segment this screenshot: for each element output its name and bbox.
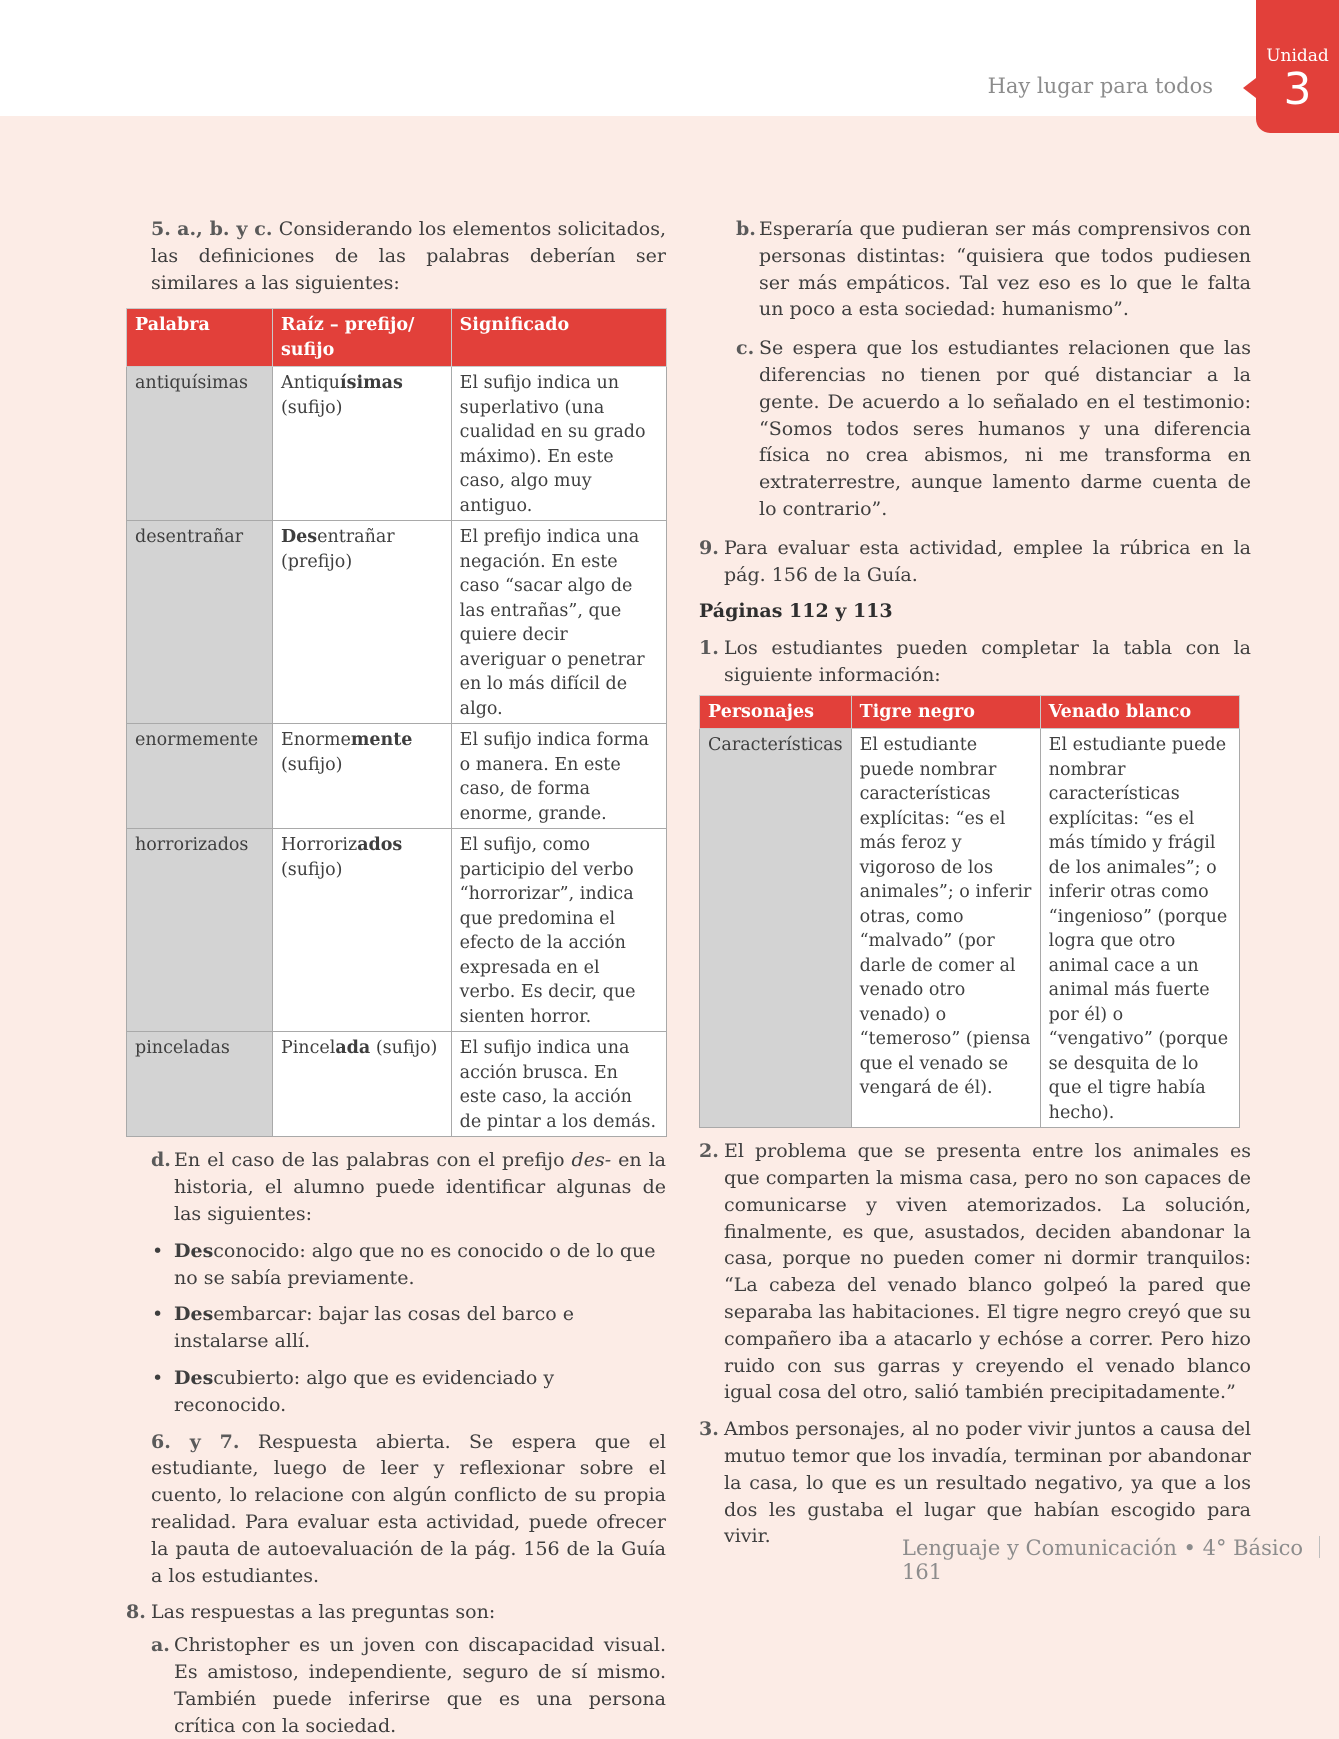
table-row [700,729,1240,1128]
prefix-term: des- [571,1149,612,1172]
header-cell: Personajes [700,695,852,729]
prefix-bold: Des [174,1239,214,1262]
question-number: 5. [151,218,171,240]
question-text: Las respuestas a las preguntas son: [151,1601,496,1624]
question-8a [126,1632,666,1739]
meaning-cell: El sufijo indica forma o manera. En este caso, de forma enorme, grande. [451,724,666,829]
unit-tab [1256,0,1339,133]
root-type: (sufijo) [375,1038,438,1059]
table-header-row [700,695,1240,729]
table-row [127,521,667,724]
footer-divider [1319,1536,1320,1558]
page-header [0,0,1339,116]
word-cell: antiquísimas [127,367,273,521]
prefix-bold: Des [174,1303,214,1326]
question-text: Christopher es un joven con discapacidad visual. Es amistoso, independiente, seguro de sí mismo. También puede inferirse que es una persona crítica con la sociedad. [174,1634,666,1737]
question-text: en la historia, el alumno puede identificar algunas de las siguientes: [174,1149,666,1225]
question-8 [126,1599,666,1626]
prefix-suffix-table [126,308,667,1137]
question-text: Se espera que los estudiantes relacionen que las diferencias no tienen por qué distanciar a la gente. De acuerdo a lo señalado en el testimonio: “Somos todos seres humanos y una diferencia física no crea abismos, ni me transforma en extraterrestre, aunque lamento darme cuenta de lo contrario”. [759,337,1251,520]
root-affix: mente [350,730,413,751]
meaning-cell: El sufijo indica una acción brusca. En este caso, la acción de pintar a los demás. [451,1032,666,1137]
root-cell [272,724,451,829]
question-5 [126,216,666,296]
question-text: Para evaluar esta actividad, emplee la rúbrica en la pág. 156 de la Guía. [724,536,1251,586]
question-number: 3. [699,1418,719,1441]
root-type: (prefijo) [280,551,353,572]
table-header-row [127,309,667,367]
root-part: Pincel [280,1038,336,1059]
question-text: Los estudiantes pueden completar la tabla con la siguiente información: [724,637,1251,686]
right-column [699,216,1251,1550]
question-p2 [699,1138,1251,1406]
word-cell: pinceladas [127,1032,273,1137]
word-cell: enormemente [127,724,273,829]
root-cell [272,521,451,724]
table-row [127,367,667,521]
question-number: 8. [126,1601,146,1624]
root-type: (sufijo) [280,397,343,418]
header-cell: Palabra [127,309,273,367]
page-footer [902,1536,1339,1584]
page-number: 161 [902,1560,943,1584]
question-8b [711,216,1251,323]
footer-subject: Lenguaje y Comunicación • 4° Básico [902,1536,1303,1560]
root-affix: ada [335,1038,371,1059]
question-text: Ambos personajes, al no poder vivir juntos a causa del mutuo temor que los invadía, terminan por abandonar la casa, lo que es un resultado negativo, ya que a los dos les gustaba el lugar que habían escogido para vivir. [724,1418,1251,1548]
root-affix: Des [280,527,318,548]
question-text: En el caso de las palabras con el prefijo [174,1149,572,1172]
root-cell [272,829,451,1032]
question-number: 6. y 7. [151,1430,240,1453]
question-number: d. [151,1149,171,1172]
question-number: c. [736,337,755,360]
table-row [127,724,667,829]
table-row [127,1032,667,1137]
meaning-cell: El prefijo indica una negación. En este caso “sacar algo de las entrañas”, que quiere decir averiguar o penetrar en lo más difícil de algo. [451,521,666,724]
unit-label: Unidad [1266,46,1329,66]
question-p3 [699,1416,1251,1550]
header-cell: Tigre negro [851,695,1040,729]
venado-cell: El estudiante puede nombrar características explícitas: “es el más tímido y frágil de los animales”; o inferir otras como “ingenioso” (porque logra que otro animal cace a un animal más fuerte por él) o “vengativo” (porque se desquita de lo que el tigre había hecho). [1040,729,1239,1128]
list-item-text: conocido: algo que no es conocido o de lo que no se sabía previamente. [174,1239,656,1289]
question-text: Respuesta abierta. Se espera que el estudiante, luego de leer y reflexionar sobre el cuento, lo relacione con algún conflicto de su propia realidad. Para evaluar esta actividad, puede ofrecer la pauta de autoevaluación de la pág. 156 de la Guía a los estudiantes. [151,1430,666,1587]
left-column [126,216,666,1739]
question-text: El problema que se presenta entre los animales es que comparten la misma casa, pero no son capaces de comunicarse y viven atemorizados. La solución, finalmente, es que, asustados, deciden abandonar la casa, porque no pueden comer ni dormir tranquilos: “La cabeza del venado blanco golpeó la pared que separaba las habitaciones. El tigre negro creyó que su compañero iba a atacarlo y echóse a correr. Pero hizo ruido con sus garras y creyendo el venado blanco igual cosa del otro, salió también precipitadamente.” [724,1140,1251,1404]
header-title: Hay lugar para todos [987,74,1213,98]
root-affix: ísimas [339,373,403,394]
prefix-bold: Des [174,1366,214,1389]
root-affix: ados [357,835,403,856]
question-9 [699,535,1251,589]
root-part: Horroriz [280,835,358,856]
root-type: (sufijo) [280,754,343,775]
question-number: a. [151,1634,170,1657]
list-item-text: cubierto: algo que es evidenciado y reconocido. [174,1366,555,1416]
question-label: a., b. y c. [177,218,273,240]
root-cell [272,1032,451,1137]
question-5d [126,1147,666,1227]
meaning-cell: El sufijo, como participio del verbo “horrorizar”, indica que predomina el efecto de la acción expresada en el verbo. Es decir, que sienten horror. [451,829,666,1032]
question-number: 2. [699,1140,719,1163]
section-heading: Páginas 112 y 113 [699,600,893,623]
question-number: 1. [699,637,719,660]
list-item [126,1301,666,1355]
header-cell: Raíz – prefijo/ sufijo [272,309,451,367]
unit-number: 3 [1283,64,1312,115]
question-text: Esperaría que pudieran ser más comprensivos con personas distintas: “quisiera que todos pudiesen ser más empáticos. Tal vez eso es lo que le falta un poco a esta sociedad: humanismo”. [759,218,1251,321]
tigre-cell: El estudiante puede nombrar características explícitas: “es el más feroz y vigoroso de los animales”; o inferir otras, como “malvado” (por darle de comer al venado otro venado) o “temeroso” (piensa que el venado se vengará de él). [851,729,1040,1128]
word-cell: horrorizados [127,829,273,1032]
root-cell [272,367,451,521]
table-row [127,829,667,1032]
list-item [126,1365,666,1419]
question-number: b. [736,218,756,240]
question-text: Considerando los elementos solicitados, las definiciones de las palabras deberían ser similares a las siguientes: [151,218,666,294]
root-part: entrañar [317,527,395,548]
question-6-7 [126,1429,666,1590]
row-label-cell: Características [700,729,852,1128]
question-p1 [699,635,1251,689]
root-part: Antiqu [280,373,340,394]
question-8c [711,335,1251,523]
meaning-cell: El sufijo indica un superlativo (una cualidad en su grado máximo). En este caso, algo muy antiguo. [451,367,666,521]
characters-table [699,695,1240,1129]
root-type: (sufijo) [280,859,343,880]
header-cell: Significado [451,309,666,367]
header-cell: Venado blanco [1040,695,1239,729]
root-part: Enorme [280,730,351,751]
question-number: 9. [699,536,719,559]
word-cell: desentrañar [127,521,273,724]
list-item [126,1238,666,1292]
list-item-text: embarcar: bajar las cosas del barco e instalarse allí. [174,1303,575,1353]
